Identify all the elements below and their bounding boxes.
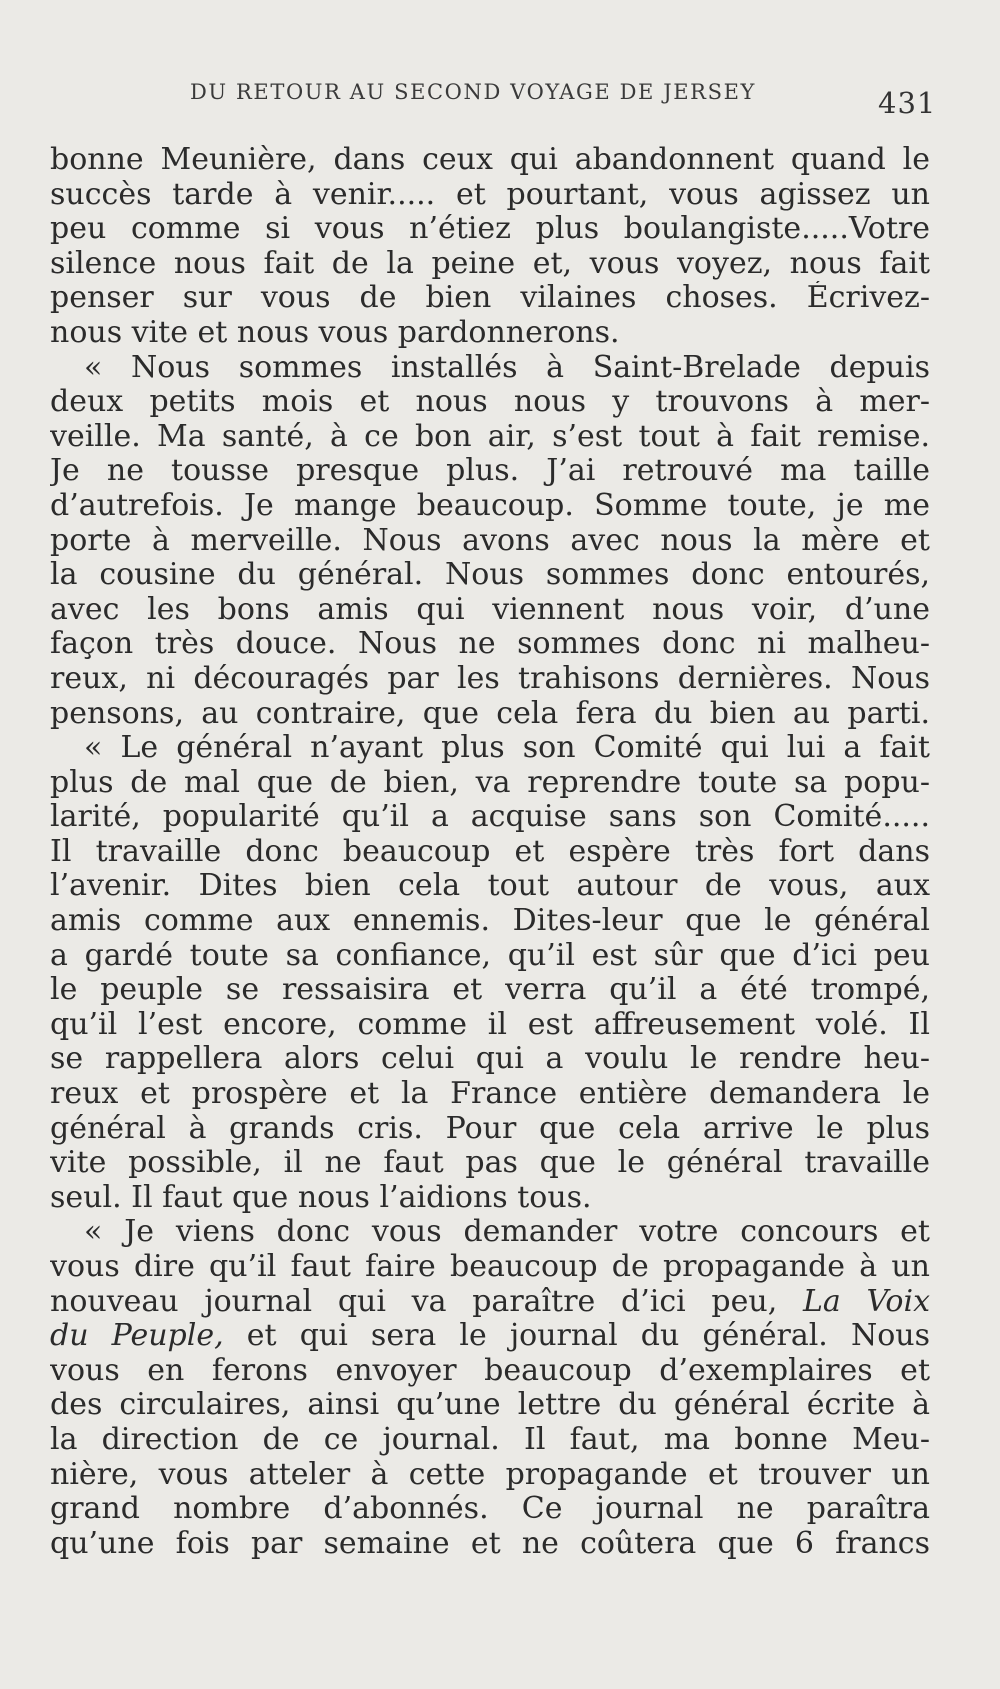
text-line: seul. Il faut que nous l’aidions tous. [50, 1180, 592, 1215]
paragraph-first-line: « Je viens donc vous demander votre concours et [84, 1215, 930, 1250]
text-line: la cousine du général. Nous sommes donc entourés, [50, 558, 930, 593]
text-line: larité, popularité qu’il a acquise sans son Comité..... [50, 800, 930, 835]
text-line: des circulaires, ainsi qu’une lettre du général écrite à [50, 1388, 930, 1423]
text-line: amis comme aux ennemis. Dites-leur que le général [50, 904, 930, 939]
text-line: porte à merveille. Nous avons avec nous la mère et [50, 523, 930, 558]
text-segment: nouveau journal qui va paraître d’ici peu, [50, 1284, 778, 1319]
text-line: façon très douce. Nous ne sommes donc ni malheu- [50, 627, 930, 662]
text-line: nous vite et nous vous pardonnerons. [50, 315, 620, 350]
text-line: d’autrefois. Je mange beaucoup. Somme toute, je me [50, 488, 930, 523]
text-line: vous dire qu’il faut faire beaucoup de propagande à un [50, 1250, 930, 1284]
newspaper-title-part: du Peuple, [50, 1319, 224, 1354]
text-line: grand nombre d’abonnés. Ce journal ne paraîtra [50, 1492, 930, 1527]
text-line-with-title [50, 1285, 930, 1320]
text-line: l’avenir. Dites bien cela tout autour de vous, aux [50, 869, 930, 904]
paragraph-first-line: « Nous sommes installés à Saint-Brelade depuis [84, 350, 930, 385]
text-line: avec les bons amis qui viennent nous voir, d’une [50, 592, 930, 627]
text-line: silence nous fait de la peine et, vous voyez, nous fait [50, 246, 930, 281]
paragraph-first-line: « Le général n’ayant plus son Comité qui lui a fait [84, 731, 930, 766]
text-line: Je ne tousse presque plus. J’ai retrouvé ma taille [50, 454, 930, 489]
text-line: reux, ni découragés par les trahisons dernières. Nous [50, 661, 930, 696]
text-line: peu comme si vous n’étiez plus boulangiste.....Votre [50, 212, 930, 247]
newspaper-title-part: La Voix [802, 1284, 930, 1319]
text-line: vous en ferons envoyer beaucoup d’exemplaires et [50, 1353, 930, 1388]
page-number: 431 [878, 86, 937, 120]
text-line: se rappellera alors celui qui a voulu le rendre heu- [50, 1042, 930, 1077]
running-title: DU RETOUR AU SECOND VOYAGE DE JERSEY [190, 80, 756, 104]
text-line: vite possible, il ne faut pas que le général travaille [50, 1146, 930, 1181]
text-line: penser sur vous de bien vilaines choses. Écrivez- [50, 281, 930, 316]
text-line: Il travaille donc beaucoup et espère très fort dans [50, 834, 930, 869]
text-line: bonne Meunière, dans ceux qui abandonnent quand le [50, 143, 930, 177]
text-line-with-title [50, 1319, 930, 1354]
text-line: le peuple se ressaisira et verra qu’il a été trompé, [50, 973, 930, 1008]
text-line: pensons, au contraire, que cela fera du bien au parti. [50, 696, 930, 731]
text-line: nière, vous atteler à cette propagande et trouver un [50, 1457, 930, 1492]
text-line: qu’une fois par semaine et ne coûtera que 6 francs [50, 1526, 930, 1561]
text-line: général à grands cris. Pour que cela arrive le plus [50, 1111, 930, 1146]
text-line: qu’il l’est encore, comme il est affreusement volé. Il [50, 1007, 930, 1042]
text-line: a gardé toute sa confiance, qu’il est sûr que d’ici peu [50, 938, 930, 973]
text-line: deux petits mois et nous nous y trouvons à mer- [50, 385, 930, 420]
text-line: succès tarde à venir..... et pourtant, vous agissez un [50, 177, 930, 212]
text-line: plus de mal que de bien, va reprendre toute sa popu- [50, 765, 930, 800]
text-line: veille. Ma santé, à ce bon air, s’est tout à fait remise. [50, 419, 930, 454]
text-line: la direction de ce journal. Il faut, ma bonne Meu- [50, 1422, 930, 1457]
body-text [50, 143, 930, 1561]
text-line: reux et prospère et la France entière demandera le [50, 1077, 930, 1112]
text-segment: et qui sera le journal du général. Nous [246, 1319, 930, 1354]
